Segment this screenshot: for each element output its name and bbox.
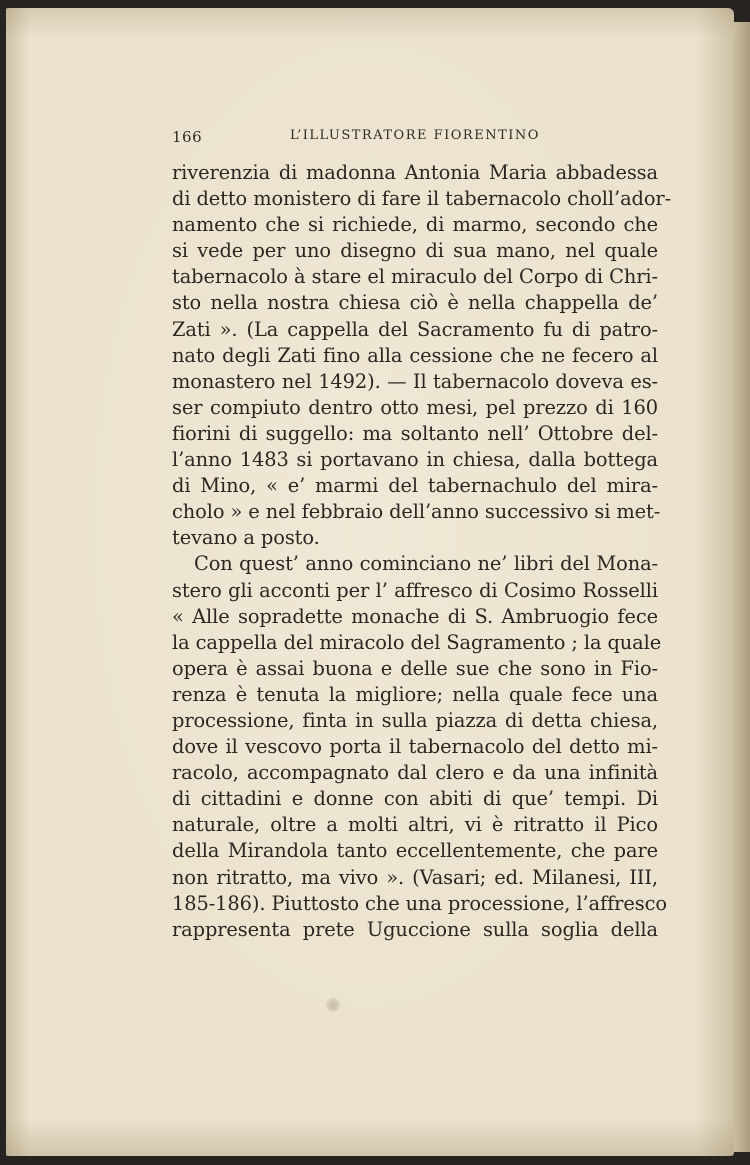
page-number: 166 — [172, 128, 203, 146]
paragraph-end-line: tevano a posto. — [172, 526, 320, 550]
text-line: si vede per uno disegno di sua mano, nel quale — [172, 239, 658, 263]
text-line: naturale, oltre a molti altri, vi è ritratto il Pico — [172, 813, 658, 837]
body-text — [172, 160, 672, 943]
text-line: sto nella nostra chiesa ciò è nella chappella de’ — [172, 291, 658, 315]
paragraph-start-line: Con quest’ anno cominciano ne’ libri del Mona- — [194, 552, 658, 576]
text-line: opera è assai buona e delle sue che sono in Fio- — [172, 656, 658, 680]
text-line: renza è tenuta la migliore; nella quale fece una — [172, 682, 658, 706]
text-line: dove il vescovo porta il tabernacolo del detto mi- — [172, 735, 658, 759]
page-header — [172, 128, 658, 152]
text-line: processione, finta in sulla piazza di detta chiesa, — [172, 708, 658, 732]
text-line: di Mino, « e’ marmi del tabernachulo del mira- — [172, 474, 658, 498]
text-line: ser compiuto dentro otto mesi, pel prezzo di 160 — [172, 395, 658, 419]
text-line: monastero nel 1492). — Il tabernacolo doveva es- — [172, 369, 658, 393]
text-line: tabernacolo à stare el miraculo del Corpo di Chri- — [172, 265, 658, 289]
text-line: riverenzia di madonna Antonia Maria abbadessa — [172, 161, 658, 184]
text-line: di detto monistero di fare il tabernacolo choll’ador- — [172, 187, 672, 211]
running-title: L’ILLUSTRATORE FIORENTINO — [290, 128, 540, 143]
ink-blot — [326, 998, 340, 1012]
text-line: rappresenta prete Uguccione sulla soglia della — [172, 917, 658, 941]
text-line: stero gli acconti per l’ affresco di Cosimo Rosselli — [172, 578, 658, 602]
text-line: nato degli Zati fino alla cessione che ne fecero al — [172, 343, 658, 367]
text-line: cholo » e nel febbraio dell’anno successivo si met- — [172, 500, 661, 524]
text-line: la cappella del miracolo del Sagramento ; la quale — [172, 630, 662, 654]
text-line: della Mirandola tanto eccellentemente, che pare — [172, 839, 658, 863]
text-line: 185-186). Piuttosto che una processione, l’affresco — [172, 891, 667, 915]
text-line: di cittadini e donne con abiti di que’ tempi. Di — [172, 787, 658, 811]
text-line: namento che si richiede, di marmo, secondo che — [172, 213, 658, 237]
text-line: l’anno 1483 si portavano in chiesa, dalla bottega — [172, 448, 658, 472]
text-line: non ritratto, ma vivo ». (Vasari; ed. Milanesi, III, — [172, 865, 658, 889]
text-line: racolo, accompagnato dal clero e da una infinità — [172, 761, 658, 785]
text-line: « Alle sopradette monache di S. Ambruogio fece — [172, 604, 658, 628]
text-line: fiorini di suggello: ma soltanto nell’ Ottobre del- — [172, 421, 658, 445]
text-line: Zati ». (La cappella del Sacramento fu di patro- — [172, 317, 658, 341]
